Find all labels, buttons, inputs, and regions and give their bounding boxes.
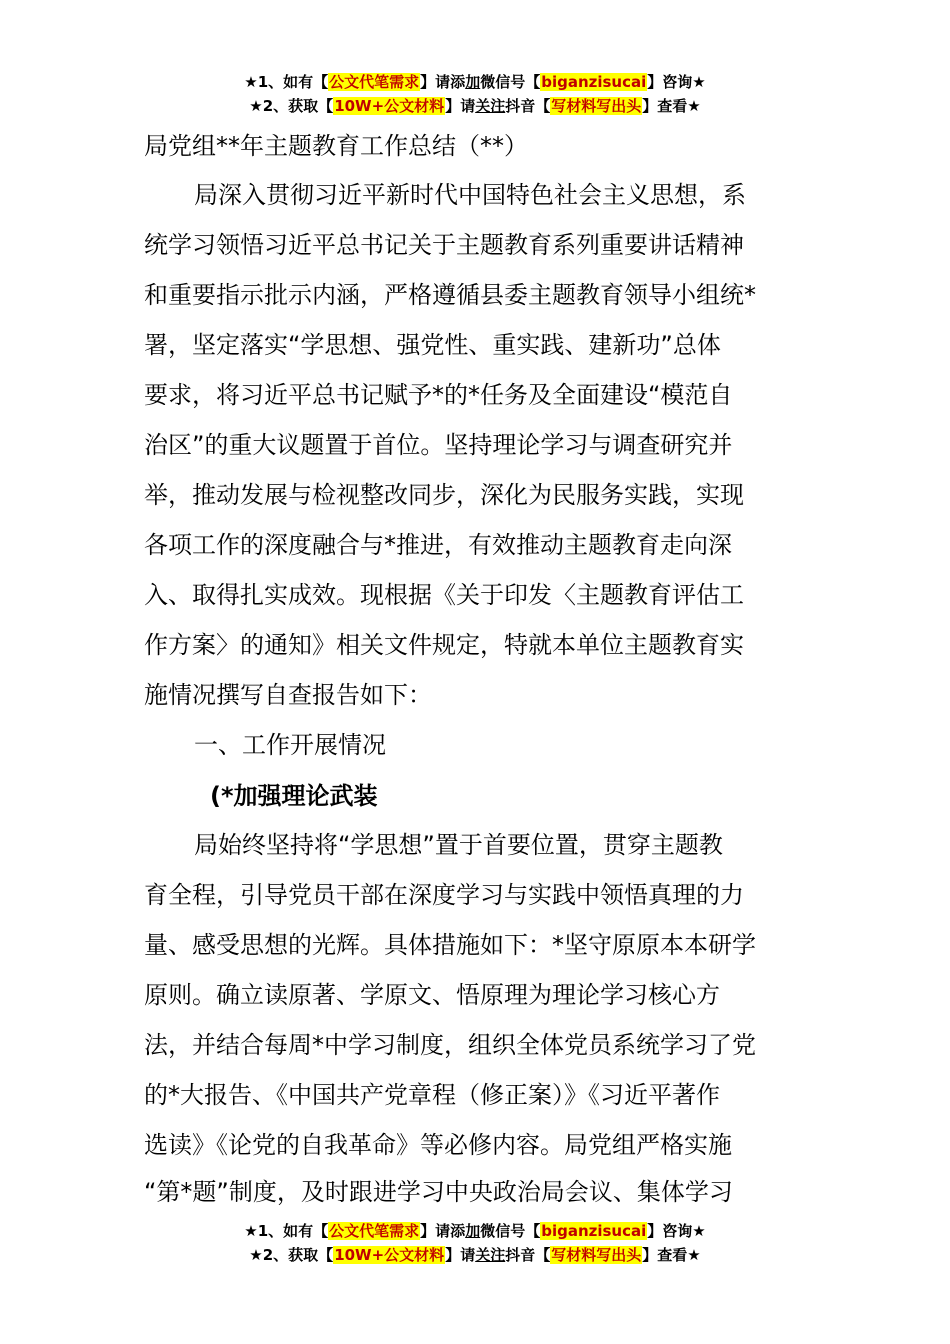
banner-highlight: 公文代笔需求 (329, 1222, 420, 1240)
banner-text: 】请添 (420, 1222, 466, 1240)
banner-line-2 (0, 94, 950, 118)
banner-text: 】请 (445, 1246, 476, 1264)
paragraph-line: 作方案〉的通知》相关文件规定，特就本单位主题教育实 (144, 631, 744, 659)
banner-text: ★2、获取【 (249, 97, 334, 115)
banner-underline: 加 (465, 1222, 481, 1240)
paragraph-line: 育全程，引导党员干部在深度学习与实践中领悟真理的力 (144, 881, 744, 909)
paragraph-line: 量、感受思想的光辉。具体措施如下：*坚守原原本本研学 (144, 931, 756, 959)
section-heading: 一、工作开展情况 (194, 731, 386, 759)
subsection-heading: (*加强理论武装 (210, 782, 378, 810)
banner-highlight: 10W+公文材料 (334, 97, 445, 115)
paragraph-line: 治区”的重大议题置于首位。坚持理论学习与调查研究并 (144, 431, 733, 459)
document-title: 局党组**年主题教育工作总结（**） (144, 132, 528, 160)
paragraph-line: 要求，将习近平总书记赋予*的*任务及全面建设“模范自 (144, 381, 733, 409)
banner-highlight: biganzisucai (541, 1222, 647, 1240)
banner-text: 】请添 (420, 73, 466, 91)
banner-text: 抖音【 (505, 1246, 551, 1264)
footer-banner (0, 1219, 950, 1267)
banner-underline: 加 (465, 73, 481, 91)
banner-text: ★1、如有【 (244, 73, 329, 91)
paragraph-line: 施情况撰写自查报告如下： (144, 681, 432, 709)
banner-text: 】查看★ (642, 97, 701, 115)
banner-line-1 (0, 70, 950, 94)
banner-text: 抖音【 (505, 97, 551, 115)
banner-text: ★2、获取【 (249, 1246, 334, 1264)
banner-text: 】查看★ (642, 1246, 701, 1264)
banner-text: 】咨询★ (647, 73, 706, 91)
paragraph-line: 局深入贯彻习近平新时代中国特色社会主义思想，系 (194, 181, 746, 209)
banner-underline: 关注 (475, 1246, 506, 1264)
banner-highlight: 10W+公文材料 (334, 1246, 445, 1264)
banner-highlight: 写材料写出头 (551, 97, 642, 115)
paragraph-line: 选读》《论党的自我革命》等必修内容。局党组严格实施 (144, 1131, 732, 1159)
banner-underline: 关注 (475, 97, 506, 115)
banner-text: 微信号【 (480, 1222, 541, 1240)
paragraph-line: 入、取得扎实成效。现根据《关于印发〈主题教育评估工 (144, 581, 744, 609)
banner-line-2 (0, 1243, 950, 1267)
banner-text: 微信号【 (480, 73, 541, 91)
paragraph-line: 法，并结合每周*中学习制度，组织全体党员系统学习了党 (144, 1031, 756, 1059)
paragraph-line: 局始终坚持将“学思想”置于首要位置，贯穿主题教 (194, 831, 723, 859)
banner-highlight: 公文代笔需求 (329, 73, 420, 91)
header-banner (0, 70, 950, 118)
paragraph-line: 各项工作的深度融合与*推进，有效推动主题教育走向深 (144, 531, 732, 559)
paragraph-line: 和重要指示批示内涵，严格遵循县委主题教育领导小组统* (144, 281, 756, 309)
banner-text: 】咨询★ (647, 1222, 706, 1240)
paragraph-line: 原则。确立读原著、学原文、悟原理为理论学习核心方 (144, 981, 720, 1009)
paragraph-line: 举，推动发展与检视整改同步，深化为民服务实践，实现 (144, 481, 744, 509)
paragraph-line: “第*题”制度，及时跟进学习中央政治局会议、集体学习 (144, 1178, 733, 1206)
banner-text: ★1、如有【 (244, 1222, 329, 1240)
banner-highlight: 写材料写出头 (551, 1246, 642, 1264)
banner-text: 】请 (445, 97, 476, 115)
banner-line-1 (0, 1219, 950, 1243)
paragraph-line: 署，坚定落实“学思想、强党性、重实践、建新功”总体 (144, 331, 721, 359)
banner-highlight: biganzisucai (541, 73, 647, 91)
paragraph-line: 统学习领悟习近平总书记关于主题教育系列重要讲话精神 (144, 231, 744, 259)
paragraph-line: 的*大报告、《中国共产党章程（修正案）》《习近平著作 (144, 1081, 720, 1109)
